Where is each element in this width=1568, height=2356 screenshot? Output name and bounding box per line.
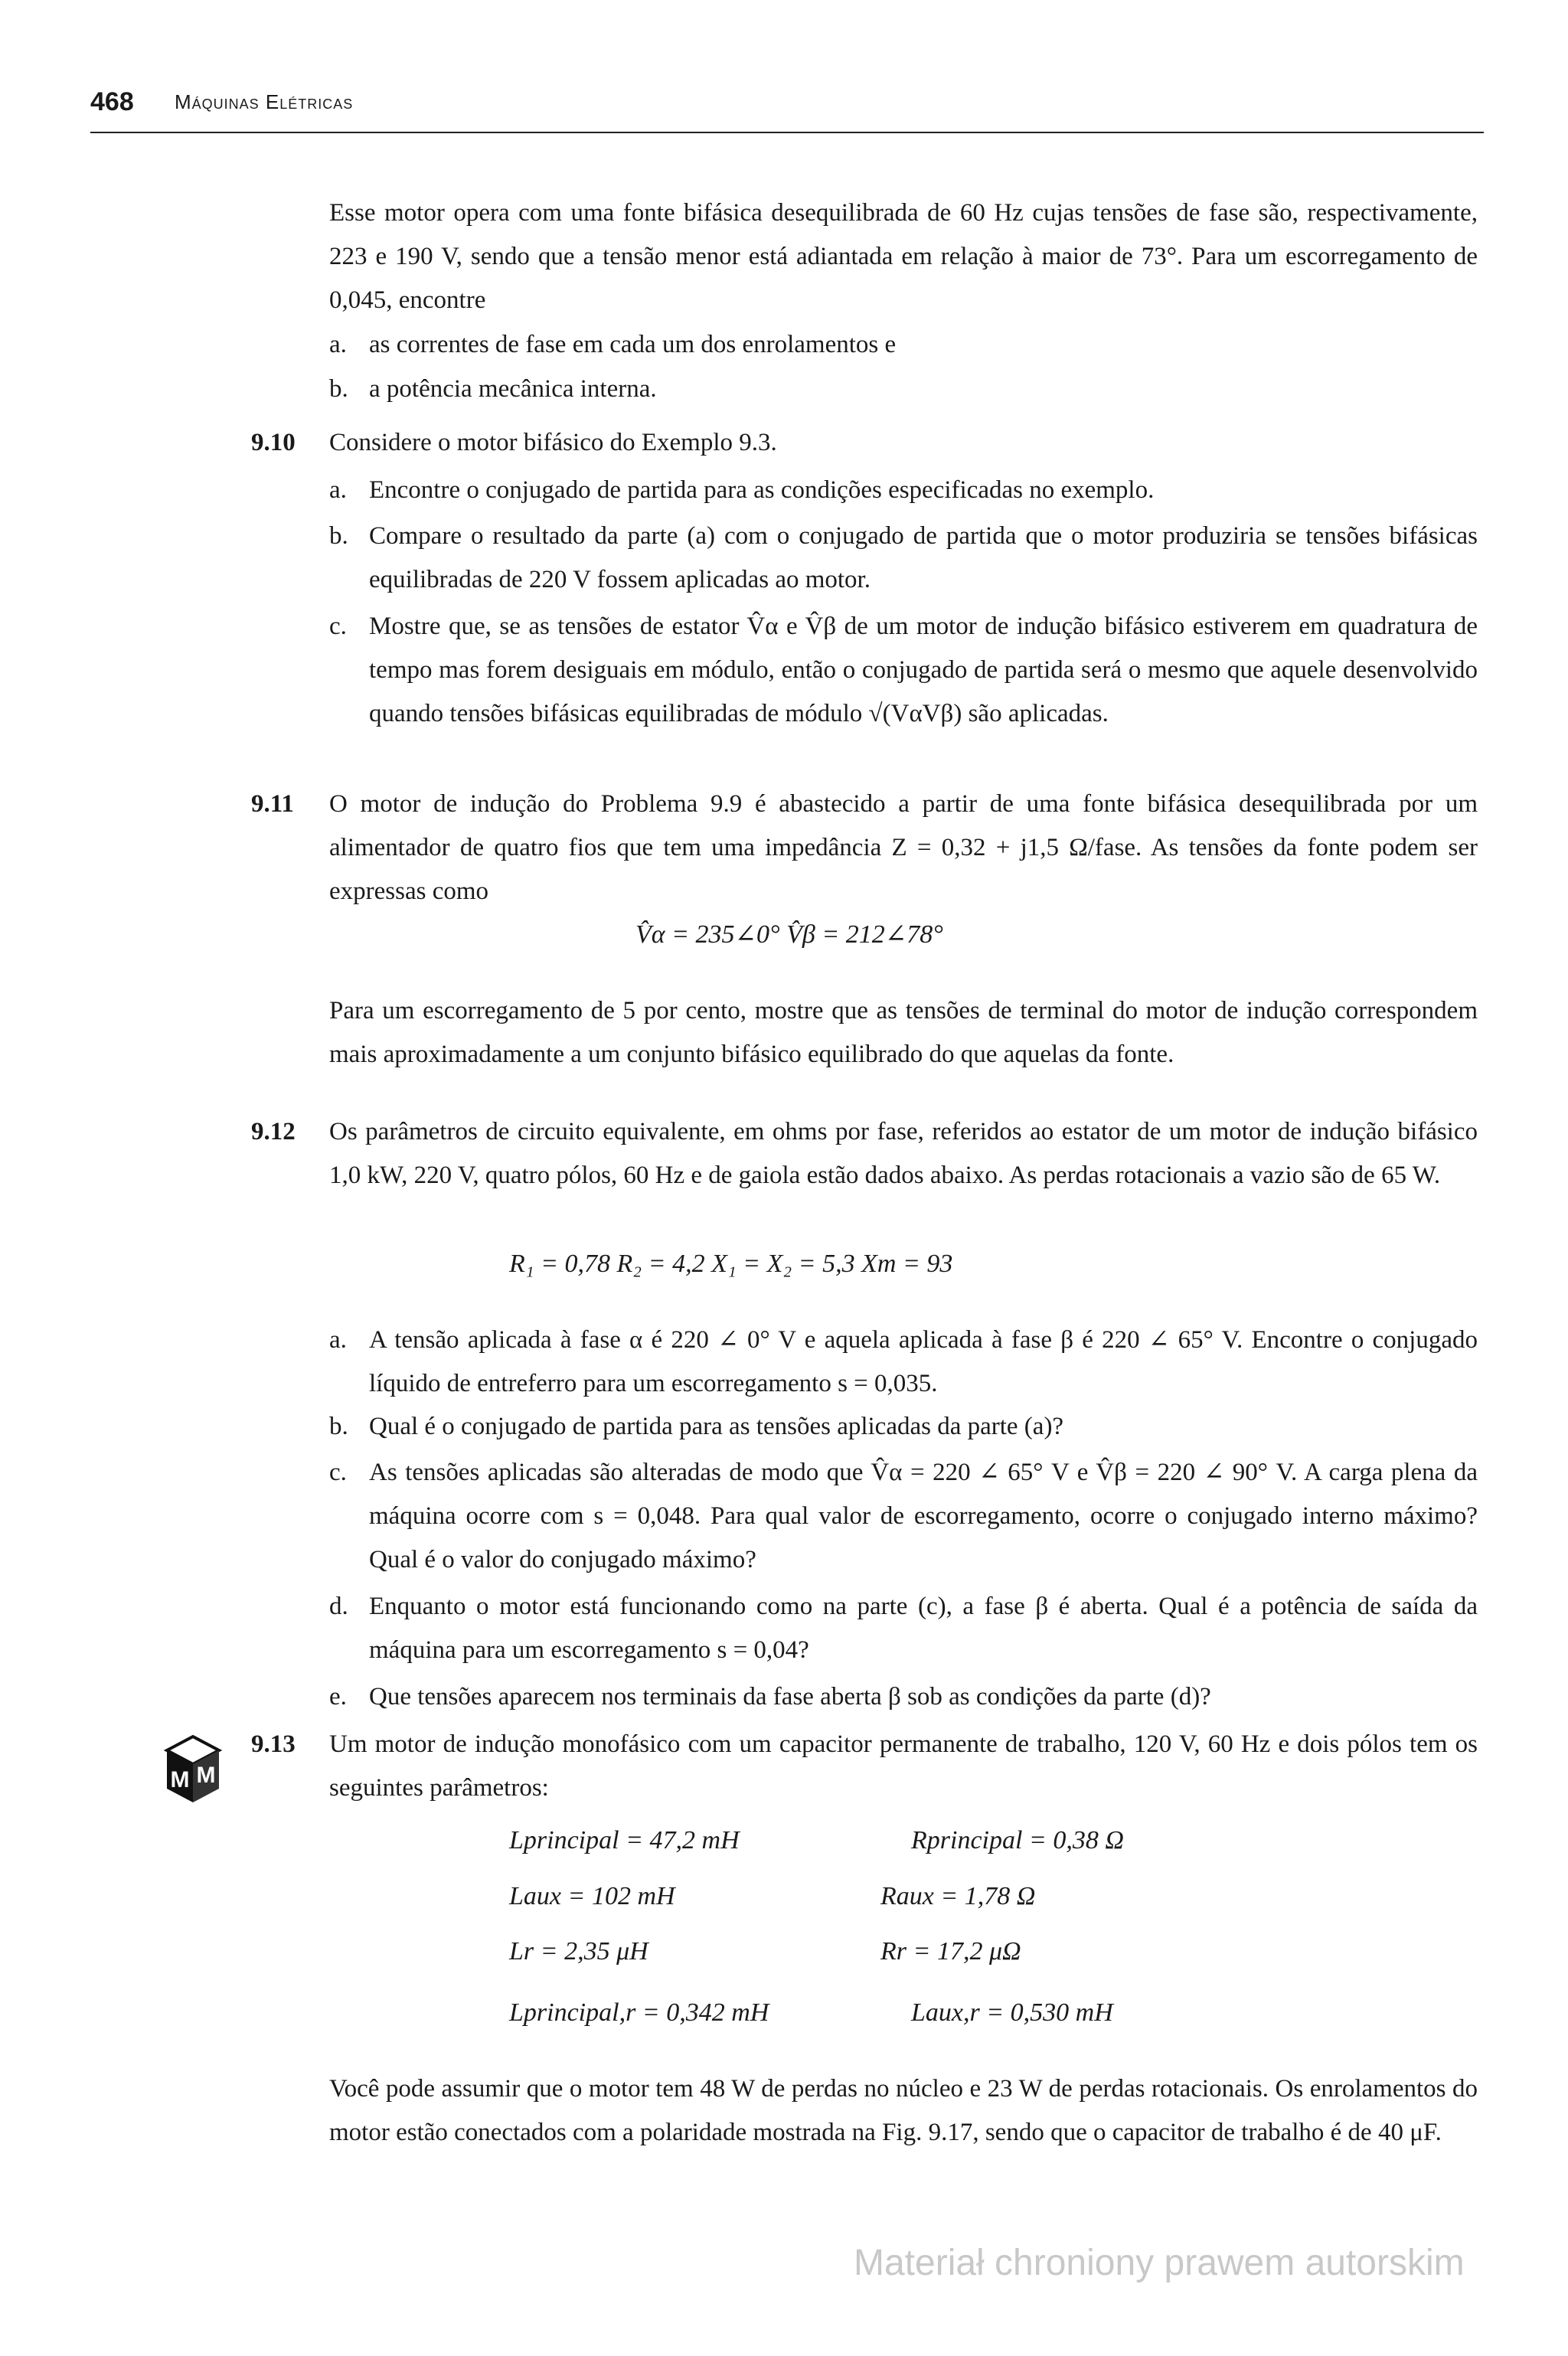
param-row-3-right: Rr = 17,2 μΩ <box>880 1937 1021 1966</box>
p912-equation: R₁ = 0,78 R₂ = 4,2 X₁ = X₂ = 5,3 Xm = 93 <box>509 1250 953 1278</box>
param-row-1-left: Lprincipal = 47,2 mH <box>509 1826 740 1854</box>
param-row-2-right: Raux = 1,78 Ω <box>880 1882 1036 1910</box>
p910-item-b: b. Compare o resultado da parte (a) com o conjugado de partida que o motor produziria se tensões bifásicas equilibradas de 220 V fossem aplicadas ao motor. <box>329 522 1478 593</box>
problem-9-11: 9.11 O motor de indução do Problema 9.9 é abastecido a partir de uma fonte bifásica desequilibrada por um alimentador de quatro fios que tem uma impedância Z = 0,32 + j1,5 Ω/fase. As tensões da fonte podem ser expressas como <box>251 790 1478 905</box>
param-row-4-right: Laux,r = 0,530 mH <box>911 1998 1113 2027</box>
p912-item-c: c. As tensões aplicadas são alteradas de modo que V̂α = 220 ∠ 65° V e V̂β = 220 ∠ 90° V. A carga plena da máquina ocorre com s = 0,048. Para qual valor de escorregamento, ocorre o conjugado interno máximo? Qual é o valor do conjugado máximo? <box>329 1459 1478 1573</box>
problem-9-13: 9.13 Um motor de indução monofásico com um capacitor permanente de trabalho, 120 V, 60 Hz e dois pólos tem os seguintes parâmetros: <box>251 1730 1478 1802</box>
param-row-3-left: Lr = 2,35 μH <box>509 1937 648 1966</box>
svg-text:M: M <box>196 1763 216 1788</box>
running-title: Máquinas Elétricas <box>175 90 354 113</box>
param-row-2-left: Laux = 102 mH <box>509 1882 675 1910</box>
p910-item-c: c. Mostre que, se as tensões de estator V̂α e V̂β de um motor de indução bifásico estiverem em quadratura de tempo mas forem desiguais em módulo, então o conjugado de partida será o mesmo que aquele desenvolvido quando tensões bifásicas equilibradas de módulo √(VαVβ) são aplicadas. <box>329 613 1478 727</box>
p912-item-e: e. Que tensões aparecem nos terminais da fase aberta β sob as condições da parte (d)? <box>329 1683 1211 1711</box>
param-row-1-right: Rprincipal = 0,38 Ω <box>911 1826 1124 1854</box>
p912-item-a: a. A tensão aplicada à fase α é 220 ∠ 0° V e aquela aplicada à fase β é 220 ∠ 65° V. Encontre o conjugado líquido de entreferro para um escorregamento s = 0,035. <box>329 1326 1478 1397</box>
watermark: Materiał chroniony prawem autorskim <box>854 2243 1465 2283</box>
p911-after: Para um escorregamento de 5 por cento, mostre que as tensões de terminal do motor de indução correspondem mais aproximadamente a um conjunto bifásico equilibrado do que aquelas da fonte. <box>329 997 1478 1068</box>
p910-item-a: a. Encontre o conjugado de partida para as condições especificadas no exemplo. <box>329 476 1155 504</box>
p912-item-d: d. Enquanto o motor está funcionando como na parte (c), a fase β é aberta. Qual é a potência de saída da máquina para um escorregamento s = 0,04? <box>329 1593 1478 1664</box>
p912-item-b: b. Qual é o conjugado de partida para as tensões aplicadas da parte (a)? <box>329 1413 1064 1440</box>
intro-paragraph: Esse motor opera com uma fonte bifásica desequilibrada de 60 Hz cujas tensões de fase são, respectivamente, 223 e 190 V, sendo que a tensão menor está adiantada em relação à maior de 73°. Para um escorregamento de 0,045, encontre <box>329 199 1478 314</box>
problem-9-10: 9.10 Considere o motor bifásico do Exemplo 9.3. <box>251 429 777 456</box>
problem-9-12: 9.12 Os parâmetros de circuito equivalente, em ohms por fase, referidos ao estator de um motor de indução bifásico 1,0 kW, 220 V, quatro pólos, 60 Hz e de gaiola estão dados abaixo. As perdas rotacionais a vazio são de 65 W. <box>251 1118 1478 1189</box>
page-header <box>90 86 1484 133</box>
svg-text:M: M <box>170 1767 190 1792</box>
p913-after: Você pode assumir que o motor tem 48 W de perdas no núcleo e 23 W de perdas rotacionais. Os enrolamentos do motor estão conectados com a polaridade mostrada na Fig. 9.17, sendo que o capacitor de trabalho é de 40 μF. <box>329 2075 1478 2146</box>
param-row-4-left: Lprincipal,r = 0,342 mH <box>509 1998 769 2027</box>
multimedia-icon <box>159 1729 227 1805</box>
intro-item-a: a. as correntes de fase em cada um dos enrolamentos e <box>329 331 897 358</box>
p911-equation: V̂α = 235∠0° V̂β = 212∠78° <box>635 920 943 949</box>
page-number: 468 <box>90 87 134 116</box>
intro-item-b: b. a potência mecânica interna. <box>329 375 657 403</box>
